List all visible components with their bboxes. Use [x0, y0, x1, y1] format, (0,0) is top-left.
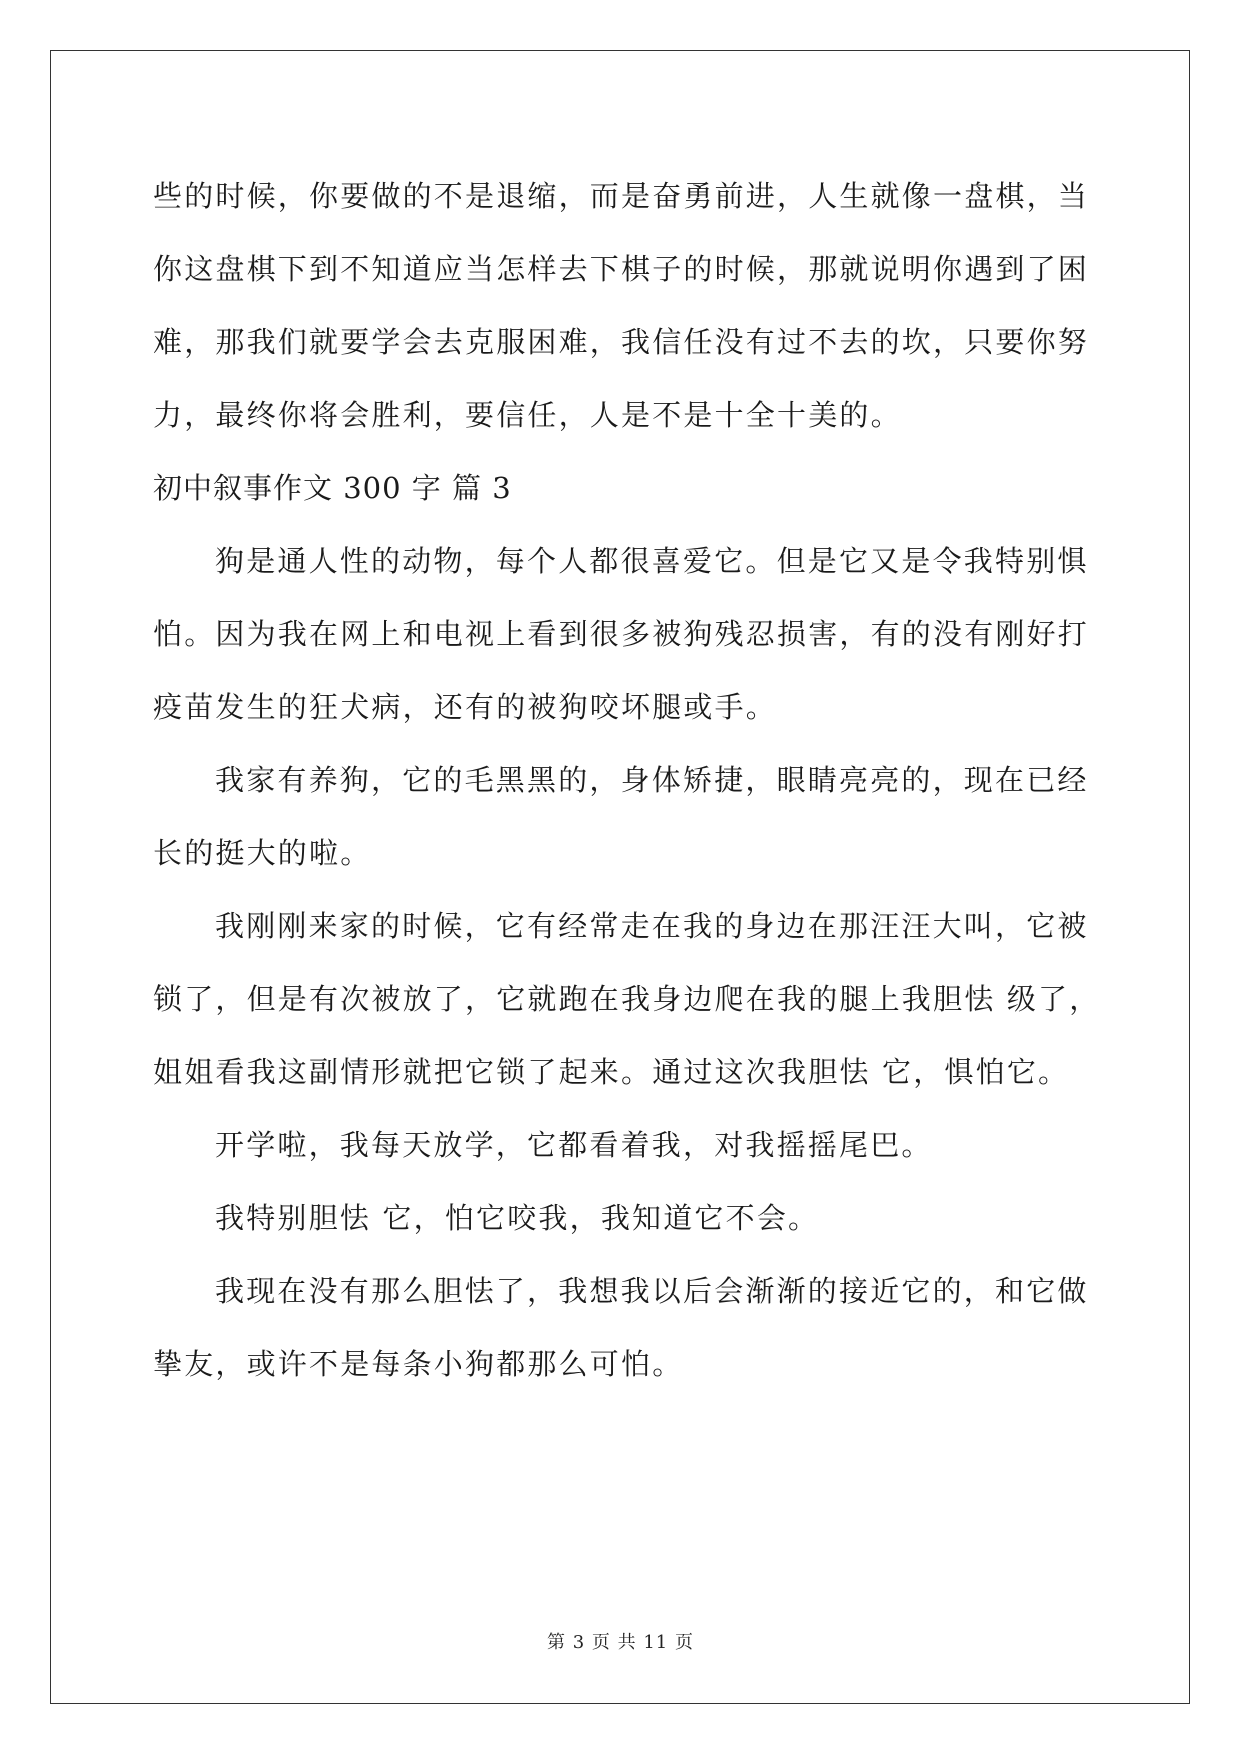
text-line: 我现在没有那么胆怯了，我想我以后会渐渐的接近它的，和它做	[215, 1274, 1089, 1308]
text-line: 我家有养狗，它的毛黑黑的，身体矫捷，眼睛亮亮的，现在已经	[215, 763, 1089, 797]
text-line: 你这盘棋下到不知道应当怎样去下棋子的时候，那就说明你遇到了困	[153, 252, 1090, 286]
text-line: 锁了，但是有次被放了，它就跑在我身边爬在我的腿上我胆怯 级了，	[153, 982, 1101, 1016]
text-line: 挚友，或许不是每条小狗都那么可怕。	[153, 1347, 684, 1381]
text-line: 我特别胆怯 它，怕它咬我，我知道它不会。	[215, 1201, 820, 1235]
text-line: 我刚刚来家的时候，它有经常走在我的身边在那汪汪大叫，它被	[215, 909, 1089, 943]
page-number-footer: 第 3 页 共 11 页	[547, 1632, 694, 1653]
text-line: 难，那我们就要学会去克服困难，我信任没有过不去的坎，只要你努	[153, 325, 1090, 359]
section-heading: 初中叙事作文 300 字 篇 3	[153, 471, 512, 505]
text-line: 力，最终你将会胜利，要信任，人是不是十全十美的。	[153, 398, 902, 432]
text-line: 疫苗发生的狂犬病，还有的被狗咬坏腿或手。	[153, 690, 778, 724]
text-line: 些的时候，你要做的不是退缩，而是奋勇前进，人生就像一盘棋，当	[153, 179, 1090, 213]
document-body	[153, 160, 1103, 1401]
text-line: 长的挺大的啦。	[153, 836, 372, 870]
text-line: 开学啦，我每天放学，它都看着我，对我摇摇尾巴。	[215, 1128, 933, 1162]
text-line: 狗是通人性的动物，每个人都很喜爱它。但是它又是令我特别惧	[215, 544, 1089, 578]
text-line: 怕。因为我在网上和电视上看到很多被狗残忍损害，有的没有刚好打	[153, 617, 1090, 651]
text-line: 姐姐看我这副情形就把它锁了起来。通过这次我胆怯 它，惧怕它。	[153, 1055, 1070, 1089]
